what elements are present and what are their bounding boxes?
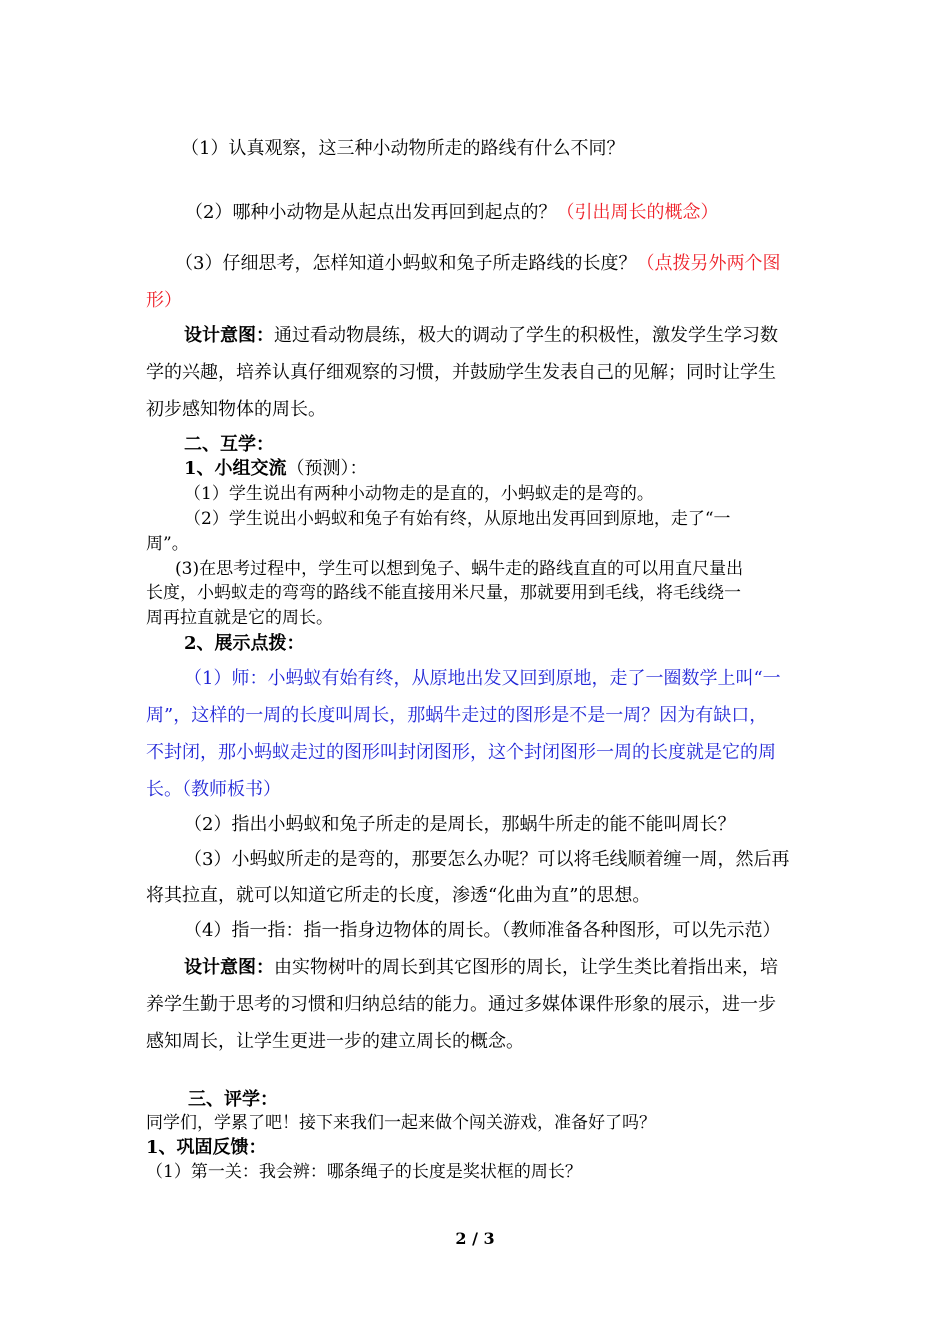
question-1: （1）认真观察，这三种小动物所走的路线有什么不同？ <box>181 138 625 159</box>
teacher-guide-line-1: （1）师：小蚂蚁有始有终，从原地出发又回到原地，走了一圈数学上叫“一 <box>184 668 781 689</box>
group-exchange-predict: （预测）： <box>286 458 368 479</box>
question-3-line-2: 形） <box>146 290 182 311</box>
design-intent-2-line-3: 感知周长，让学生更进一步的建立周长的概念。 <box>146 1031 524 1052</box>
teacher-guide-line-3: 不封闭，那小蚂蚁走过的图形叫封闭图形，这个封闭图形一周的长度就是它的周 <box>146 742 776 763</box>
group-exchange-label: 1、小组交流 <box>184 458 287 479</box>
teacher-guide-line-2: 周”，这样的一周的长度叫周长，那蜗牛走过的图形是不是一周？因为有缺口， <box>146 705 768 726</box>
design-intent-2-label: 设计意图： <box>184 957 274 978</box>
consolidation-item-1: （1）第一关：我会辨：哪条绳子的长度是奖状框的周长？ <box>146 1162 582 1182</box>
section-3-heading: 三、评学： <box>188 1089 278 1110</box>
question-3-note: （点拨另外两个图 <box>636 253 781 274</box>
guide-point-3-line-1: （3）小蚂蚁所走的是弯的，那要怎么办呢？可以将毛线顺着缠一周，然后再 <box>184 849 790 870</box>
exchange-item-2-line-2: 周”。 <box>146 534 189 554</box>
question-3-text: （3）仔细思考，怎样知道小蚂蚁和兔子所走路线的长度？ <box>175 253 637 274</box>
section-2-sub-2-title: 2、展示点拨： <box>184 633 305 654</box>
section-2-heading: 二、互学： <box>184 434 274 455</box>
exchange-item-1: （1）学生说出有两种小动物走的是直的，小蚂蚁走的是弯的。 <box>184 484 654 504</box>
section-2-sub-1-title <box>184 460 368 478</box>
guide-point-4: （4）指一指：指一指身边物体的周长。（教师准备各种图形，可以先示范） <box>184 920 781 941</box>
design-intent-2-text: 由实物树叶的周长到其它图形的周长，让学生类比着指出来，培 <box>274 957 778 978</box>
design-intent-1-text: 通过看动物晨练，极大的调动了学生的积极性，激发学生学习数 <box>274 325 778 346</box>
question-2-note: （引出周长的概念） <box>556 202 719 223</box>
question-2-text: （2）哪种小动物是从起点出发再回到起点的？ <box>185 202 557 223</box>
guide-point-2: （2）指出小蚂蚁和兔子所走的是周长，那蜗牛所走的能不能叫周长？ <box>184 814 736 835</box>
page-number: 2 / 3 <box>455 1229 495 1248</box>
section-3-intro: 同学们，学累了吧！接下来我们一起来做个闯关游戏，准备好了吗？ <box>146 1113 656 1133</box>
teacher-guide-line-4: 长。（教师板书） <box>146 779 281 800</box>
exchange-item-3-line-2: 长度，小蚂蚁走的弯弯的路线不能直接用米尺量，那就要用到毛线，将毛线绕一 <box>146 583 741 603</box>
question-3-line-1 <box>175 255 780 273</box>
design-intent-1-label: 设计意图： <box>184 325 274 346</box>
design-intent-1-line-3: 初步感知物体的周长。 <box>146 399 326 420</box>
question-2 <box>185 204 718 222</box>
design-intent-2-line-1 <box>184 959 778 977</box>
design-intent-2-line-2: 养学生勤于思考的习惯和归纳总结的能力。通过多媒体课件形象的展示，进一步 <box>146 994 776 1015</box>
section-3-sub-1-title: 1、巩固反馈： <box>146 1137 267 1158</box>
design-intent-1-line-2: 学的兴趣，培养认真仔细观察的习惯，并鼓励学生发表自己的见解；同时让学生 <box>146 362 776 383</box>
exchange-item-3-line-3: 周再拉直就是它的周长。 <box>146 608 333 628</box>
design-intent-1-line-1 <box>184 327 778 345</box>
exchange-item-3-line-1: (3)在思考过程中，学生可以想到兔子、蜗牛走的路线直直的可以用直尺量出 <box>175 559 744 579</box>
guide-point-3-line-2: 将其拉直，就可以知道它所走的长度，渗透“化曲为直”的思想。 <box>146 885 651 906</box>
exchange-item-2-line-1: （2）学生说出小蚂蚁和兔子有始有终，从原地出发再回到原地，走了“一 <box>184 509 731 529</box>
